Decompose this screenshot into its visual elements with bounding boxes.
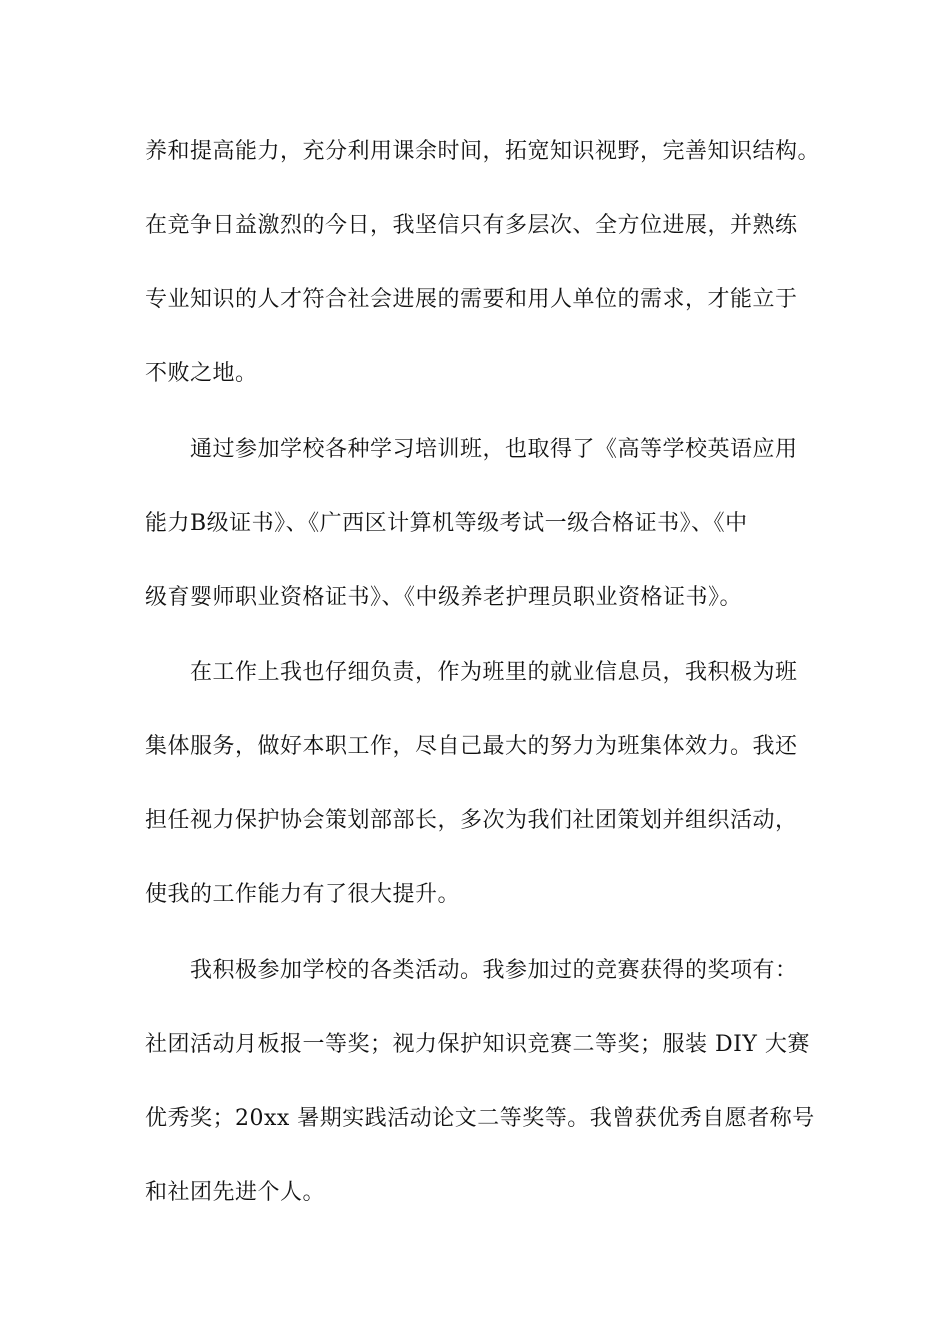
text-line: 级育婴师职业资格证书》、《中级养老护理员职业资格证书》。 bbox=[145, 585, 743, 610]
text-line: 养和提高能力，充分利用课余时间，拓宽知识视野，完善知识结构。 bbox=[145, 139, 821, 164]
text-line: 和社团先进个人。 bbox=[145, 1180, 326, 1205]
paragraph-first-line: 我积极参加学校的各类活动。我参加过的竞赛获得的奖项有： bbox=[190, 958, 798, 983]
paragraph-first-line: 通过参加学校各种学习培训班，也取得了《高等学校英语应用 bbox=[190, 437, 798, 462]
text-line: 担任视力保护协会策划部部长，多次为我们社团策划并组织活动， bbox=[145, 808, 798, 833]
text-line: 使我的工作能力有了很大提升。 bbox=[145, 882, 461, 907]
paragraph-first-line: 在工作上我也仔细负责，作为班里的就业信息员，我积极为班 bbox=[190, 660, 798, 685]
text-line: 在竞争日益激烈的今日，我坚信只有多层次、全方位进展，并熟练 bbox=[145, 213, 798, 238]
text-line: 专业知识的人才符合社会进展的需要和用人单位的需求，才能立于 bbox=[145, 287, 798, 312]
text-line: 优秀奖；20xx 暑期实践活动论文二等奖等。我曾获优秀自愿者称号 bbox=[145, 1106, 815, 1131]
text-line: 集体服务，做好本职工作，尽自己最大的努力为班集体效力。我还 bbox=[145, 734, 798, 759]
text-line: 不败之地。 bbox=[145, 361, 258, 386]
text-line: 社团活动月板报一等奖；视力保护知识竞赛二等奖；服装 DIY 大赛 bbox=[145, 1032, 810, 1057]
text-line: 能力B级证书》、《广西区计算机等级考试一级合格证书》、《中 bbox=[145, 511, 748, 536]
